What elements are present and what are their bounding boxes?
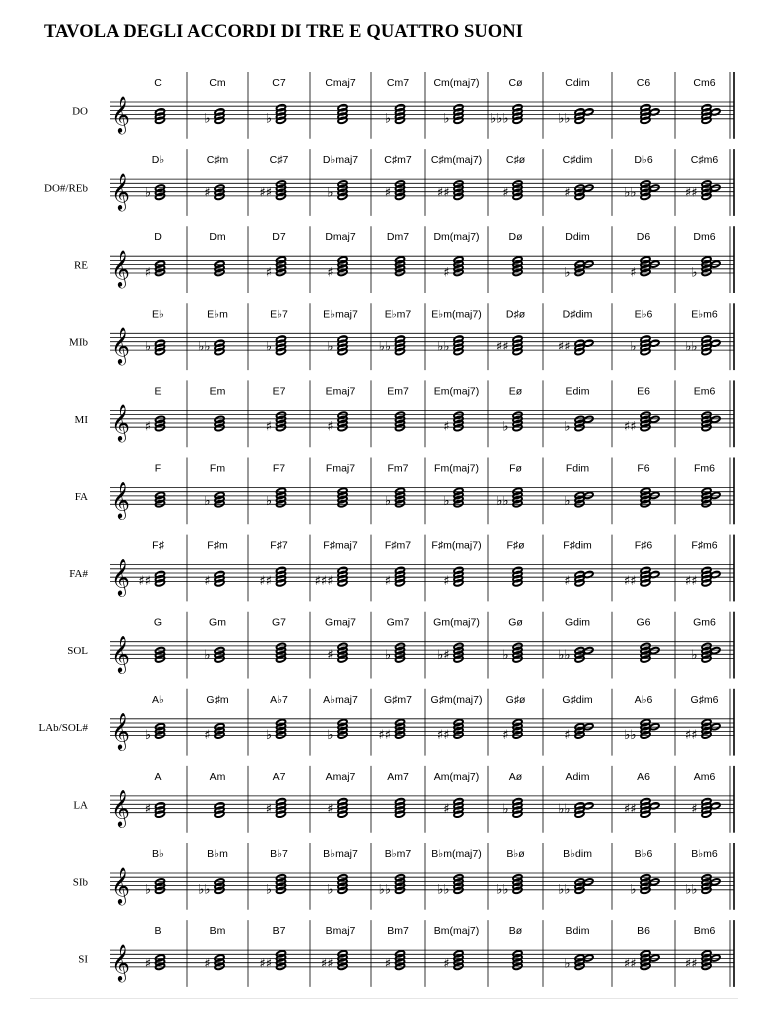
treble-clef-icon: 𝄞 — [111, 326, 130, 365]
note-head — [649, 878, 659, 886]
chord-name: B♭dim — [563, 848, 592, 860]
note-head — [583, 878, 593, 886]
chord-name: Bmaj7 — [325, 925, 356, 938]
chord-name: Gm(maj7) — [433, 616, 480, 629]
chord-name: Bm — [209, 925, 226, 938]
chord-name: D♭ — [151, 154, 165, 167]
chord-row — [44, 149, 734, 216]
accidental-icon: ♯♯ — [684, 185, 698, 201]
chord-name: B6 — [637, 925, 650, 938]
accidental-icon: ♭ — [265, 728, 272, 744]
accidental-icon: ♭♭ — [558, 648, 571, 663]
chord-row — [73, 766, 734, 833]
chord-name: Em — [209, 385, 226, 398]
accidental-icon: ♯ — [564, 728, 571, 744]
chord-row — [78, 920, 734, 987]
treble-clef-icon: 𝄞 — [111, 711, 130, 750]
treble-clef-icon: 𝄞 — [111, 557, 130, 596]
accidental-icon: ♭ — [265, 339, 272, 355]
treble-clef-icon: 𝄞 — [111, 634, 130, 673]
accidental-icon: ♭ — [265, 111, 272, 127]
accidental-icon: ♯♯ — [623, 956, 637, 972]
chord-name: D♭6 — [634, 154, 653, 167]
chord-row — [69, 535, 734, 602]
chord-name: A — [154, 770, 162, 783]
note-head — [583, 260, 593, 268]
chord-name: B♭m7 — [384, 848, 412, 860]
accidental-icon: ♯♯ — [495, 339, 509, 355]
chord-name: Fdim — [565, 462, 590, 475]
chord-name: F♯6 — [634, 539, 653, 552]
treble-clef-icon: 𝄞 — [111, 171, 130, 210]
accidental-icon: ♯♯ — [623, 802, 637, 818]
chord-name: Eø — [508, 385, 523, 398]
chord-name: Am6 — [693, 770, 716, 783]
accidental-icon: ♯ — [265, 419, 272, 435]
chord-name: B♭6 — [634, 848, 653, 860]
chord-row — [75, 380, 734, 447]
chord-name: E6 — [637, 385, 650, 398]
accidental-icon: ♭ — [691, 265, 698, 281]
accidental-icon: ♯ — [502, 185, 509, 201]
chord-row — [74, 226, 734, 293]
accidental-icon: ♭ — [384, 648, 391, 663]
chord-name: C♯m6 — [690, 154, 719, 167]
chord-name: Gm6 — [693, 616, 716, 629]
accidental-icon: ♭ — [443, 111, 450, 127]
note-head — [649, 492, 659, 500]
chord-name: Ddim — [565, 231, 590, 244]
accidental-icon: ♯ — [204, 728, 211, 744]
chord-name: B♭7 — [270, 848, 288, 860]
treble-clef-icon: 𝄞 — [111, 249, 130, 287]
note-head — [649, 260, 659, 268]
accidental-icon: ♯ — [265, 265, 272, 281]
chord-name: D♯ø — [505, 308, 526, 321]
accidental-icon: ♭ — [204, 648, 211, 663]
accidental-icon: ♭ — [327, 185, 334, 201]
note-head — [649, 647, 659, 655]
chord-name: E♭maj7 — [323, 308, 358, 321]
chord-name: Fm(maj7) — [434, 462, 479, 475]
chord-name: E♭m — [207, 308, 228, 321]
accidental-icon: ♯ — [265, 802, 272, 818]
accidental-icon: ♭ — [691, 648, 698, 663]
chord-row — [73, 843, 734, 910]
chord-name: G6 — [636, 616, 651, 629]
row-label: FA# — [69, 568, 88, 580]
accidental-icon: ♯ — [384, 956, 391, 972]
note-head — [710, 954, 720, 962]
accidental-icon: ♭♭ — [685, 339, 698, 355]
accidental-icon: ♯♯ — [378, 728, 391, 744]
accidental-icon: ♯ — [443, 265, 450, 281]
accidental-icon: ♭♯ — [437, 648, 450, 663]
chord-row — [75, 458, 734, 525]
treble-clef-icon: 𝄞 — [111, 788, 130, 827]
row-label: RE — [73, 259, 88, 272]
chord-row — [72, 72, 734, 139]
accidental-icon: ♯ — [327, 802, 334, 818]
accidental-icon: ♯♯ — [320, 956, 334, 972]
chord-row — [67, 612, 734, 679]
note-head — [583, 954, 593, 962]
note-head — [583, 184, 593, 192]
chord-name: C7 — [272, 77, 286, 89]
accidental-icon: ♯ — [327, 648, 334, 663]
note-head — [710, 647, 720, 655]
chord-name: Emaj7 — [325, 385, 356, 398]
accidental-icon: ♯♯ — [684, 956, 698, 972]
accidental-icon: ♭ — [502, 802, 509, 818]
chord-name: Gmaj7 — [325, 616, 356, 629]
accidental-icon: ♭♭ — [437, 882, 450, 898]
chord-name: B♭m — [207, 848, 228, 860]
accidental-icon: ♯ — [204, 573, 211, 589]
accidental-icon: ♭ — [327, 882, 334, 898]
accidental-icon: ♯♯ — [259, 956, 272, 972]
accidental-icon: ♯ — [327, 265, 334, 281]
chord-name: B — [154, 925, 162, 938]
chord-name: Aø — [508, 770, 523, 783]
chord-name: A6 — [637, 770, 650, 783]
accidental-icon: ♭ — [204, 111, 211, 127]
accidental-icon: ♯♯ — [138, 573, 151, 589]
note-head — [710, 184, 720, 192]
chord-name: Em7 — [387, 385, 409, 398]
treble-clef-icon: 𝄞 — [111, 865, 130, 904]
chord-name: Cm — [209, 77, 226, 89]
chord-name: Amaj7 — [325, 770, 356, 783]
accidental-icon: ♭ — [204, 493, 211, 509]
chord-name: Gm — [209, 616, 226, 629]
accidental-icon: ♯ — [204, 185, 211, 201]
accidental-icon: ♭ — [144, 339, 151, 355]
chord-name: C6 — [636, 77, 651, 89]
accidental-icon: ♭♭♭ — [490, 111, 509, 127]
chord-name: Am — [209, 770, 226, 783]
accidental-icon: ♯ — [384, 573, 391, 589]
accidental-icon: ♭ — [564, 956, 571, 972]
accidental-icon: ♭♭ — [496, 882, 509, 898]
accidental-icon: ♯ — [443, 802, 450, 818]
accidental-icon: ♯ — [502, 728, 509, 744]
chord-name: E♭m6 — [691, 308, 718, 321]
chord-name: G♯m — [206, 693, 229, 706]
note-head — [710, 415, 720, 423]
chord-name: Cø — [508, 77, 523, 89]
accidental-icon: ♭♭ — [437, 339, 450, 355]
chord-name: A7 — [272, 770, 286, 783]
chord-name: C♯m(maj7) — [430, 154, 483, 167]
chord-name: F♯m(maj7) — [431, 539, 482, 552]
accidental-icon: ♭♭ — [558, 802, 571, 818]
accidental-icon: ♭ — [564, 265, 571, 281]
accidental-icon: ♯ — [204, 956, 211, 972]
chord-name: A♭6 — [634, 693, 653, 706]
accidental-icon: ♯ — [630, 265, 637, 281]
accidental-icon: ♯♯ — [259, 573, 272, 589]
chord-name: Dm7 — [386, 231, 410, 244]
chord-name: Dm6 — [693, 231, 716, 244]
row-label: SOL — [67, 645, 88, 658]
chord-name: Dm(maj7) — [433, 231, 480, 244]
accidental-icon: ♭ — [502, 419, 509, 435]
chord-name: E♭6 — [634, 308, 653, 321]
accidental-icon: ♭ — [327, 339, 334, 355]
chord-name: F7 — [272, 462, 286, 475]
chord-name: Dm — [209, 231, 226, 244]
accidental-icon: ♭♭ — [378, 339, 391, 355]
note-head — [583, 492, 593, 500]
chord-name: D6 — [636, 231, 651, 244]
chord-name: Am7 — [387, 770, 409, 783]
accidental-icon: ♭ — [144, 728, 151, 744]
accidental-icon: ♯ — [144, 419, 151, 435]
treble-clef-icon: 𝄞 — [111, 94, 130, 133]
chord-name: Am(maj7) — [433, 770, 480, 783]
page-title: TAVOLA DEGLI ACCORDI DI TRE E QUATTRO SUONI — [44, 22, 524, 42]
chord-name: G♯m(maj7) — [430, 693, 483, 706]
note-head — [649, 723, 659, 731]
row-label: MI — [74, 413, 88, 426]
accidental-icon: ♭ — [265, 493, 272, 509]
accidental-icon: ♭♭ — [558, 111, 571, 127]
note-head — [649, 954, 659, 962]
accidental-icon: ♭ — [502, 648, 509, 663]
chord-name: D7 — [272, 231, 286, 244]
chord-name: Gm7 — [386, 616, 410, 629]
chord-name: G♯m6 — [690, 693, 719, 706]
row-label: SIb — [72, 876, 88, 889]
chord-name: G — [153, 616, 163, 629]
accidental-icon: ♯♯♯ — [314, 573, 334, 589]
chord-name: C♯m7 — [384, 154, 412, 167]
accidental-icon: ♭♭ — [378, 882, 391, 898]
chord-name: F♯m6 — [691, 539, 718, 552]
chord-name: A♭7 — [270, 693, 288, 706]
chord-name: B♭ — [152, 848, 164, 860]
chord-name: B♭m(maj7) — [431, 848, 482, 860]
accidental-icon: ♭♭ — [558, 882, 571, 898]
row-label: LA — [73, 799, 88, 812]
note-head — [710, 723, 720, 731]
accidental-icon: ♯ — [144, 802, 151, 818]
accidental-icon: ♯♯ — [436, 728, 450, 744]
chord-name: Edim — [565, 385, 590, 398]
chord-name: E♭ — [152, 308, 164, 321]
accidental-icon: ♭ — [144, 185, 151, 201]
row-label: FA — [74, 490, 88, 503]
chord-name: Fmaj7 — [325, 462, 356, 475]
chord-name: Fm7 — [387, 462, 409, 475]
row-label: MIb — [69, 336, 88, 349]
note-head — [583, 647, 593, 655]
chord-name: B♭ø — [506, 848, 525, 860]
chord-name: F — [154, 462, 162, 475]
chord-name: F♯maj7 — [323, 539, 358, 552]
treble-clef-icon: 𝄞 — [111, 480, 130, 519]
chord-row — [69, 303, 734, 370]
note-head — [649, 184, 659, 192]
page-bottom-rule — [30, 998, 738, 999]
chord-name: G♯dim — [562, 693, 593, 706]
chord-name: Bdim — [565, 925, 590, 938]
chord-name: F♯ø — [506, 539, 525, 552]
chord-name: Bø — [508, 925, 523, 938]
row-label: LAb/SOL# — [38, 722, 88, 735]
chord-name: D — [154, 231, 162, 244]
row-label: DO — [72, 105, 88, 118]
accidental-icon: ♯ — [327, 419, 334, 435]
chord-name: Gø — [508, 616, 523, 629]
note-head — [583, 723, 593, 731]
chord-name: F♯7 — [270, 539, 288, 552]
chord-name: Em(maj7) — [433, 385, 480, 398]
chord-name: F♯ — [152, 539, 164, 552]
accidental-icon: ♯♯ — [259, 185, 272, 201]
note-head — [649, 415, 659, 423]
accidental-icon: ♯♯ — [623, 573, 637, 589]
accidental-icon: ♯♯ — [623, 419, 637, 435]
accidental-icon: ♭♭ — [685, 882, 698, 898]
accidental-icon: ♭ — [384, 493, 391, 509]
chord-name: Fm — [209, 462, 226, 475]
accidental-icon: ♭ — [564, 419, 571, 435]
chord-name: C♯ø — [505, 154, 526, 167]
chord-name: E — [154, 385, 162, 398]
chord-name: B♭m6 — [691, 848, 718, 860]
chord-name: Fm6 — [694, 462, 715, 475]
chord-name: Bm7 — [387, 925, 409, 938]
accidental-icon: ♯ — [443, 573, 450, 589]
note-head — [710, 878, 720, 886]
chord-name: E7 — [272, 385, 286, 398]
chord-name: Cdim — [565, 77, 590, 89]
chord-name: Dmaj7 — [325, 231, 356, 244]
chord-name: Cm7 — [386, 77, 410, 89]
note-head — [583, 415, 593, 423]
accidental-icon: ♯ — [384, 185, 391, 201]
chord-name: A♭maj7 — [323, 693, 358, 706]
accidental-icon: ♭ — [443, 493, 450, 509]
chord-name: Cmaj7 — [325, 77, 356, 89]
accidental-icon: ♭♭ — [198, 882, 211, 898]
chord-name: Dø — [508, 231, 523, 244]
accidental-icon: ♭♭ — [496, 493, 509, 509]
chord-name: G7 — [271, 616, 287, 629]
accidental-icon: ♯ — [443, 419, 450, 435]
accidental-icon: ♭♭ — [624, 728, 637, 744]
accidental-icon: ♯ — [564, 573, 571, 589]
chord-name: G♯m7 — [383, 693, 413, 706]
chord-name: G♯ø — [505, 693, 526, 706]
chord-name: Cm6 — [693, 77, 716, 89]
chord-name: F6 — [637, 462, 650, 475]
accidental-icon: ♯ — [564, 185, 571, 201]
chord-name: B♭maj7 — [323, 848, 358, 860]
chord-name: A♭ — [152, 693, 164, 706]
chord-name: Bm6 — [693, 925, 716, 938]
treble-clef-icon: 𝄞 — [111, 942, 130, 981]
chord-name: Em6 — [693, 385, 716, 398]
accidental-icon: ♭ — [384, 111, 391, 127]
accidental-icon: ♯♯ — [684, 728, 698, 744]
chord-name: F♯dim — [563, 539, 592, 552]
note-head — [710, 492, 720, 500]
treble-clef-icon: 𝄞 — [111, 403, 130, 442]
chord-name: Adim — [565, 770, 590, 783]
accidental-icon: ♭ — [630, 339, 637, 355]
accidental-icon: ♭ — [564, 493, 571, 509]
chord-name: D♯dim — [562, 308, 593, 321]
accidental-icon: ♯♯ — [557, 339, 571, 355]
accidental-icon: ♯ — [691, 802, 698, 818]
chord-name: B7 — [272, 925, 286, 938]
chord-name: C♯7 — [269, 154, 289, 167]
chord-name: C♯dim — [562, 154, 593, 167]
chord-name: F♯m — [207, 539, 228, 552]
row-label: SI — [78, 953, 88, 966]
accidental-icon: ♯♯ — [684, 573, 698, 589]
accidental-icon: ♯ — [144, 265, 151, 281]
chord-name: E♭m(maj7) — [431, 308, 482, 321]
chord-name: E♭7 — [270, 308, 288, 321]
row-label: DO#/REb — [44, 182, 88, 195]
chord-name: Cm(maj7) — [433, 77, 480, 89]
accidental-icon: ♯ — [443, 956, 450, 972]
chord-row — [39, 689, 735, 756]
chord-name: C — [154, 77, 162, 89]
accidental-icon: ♯♯ — [436, 185, 450, 201]
chord-name: Bm(maj7) — [433, 925, 480, 938]
accidental-icon: ♭ — [265, 882, 272, 898]
accidental-icon: ♭ — [630, 882, 637, 898]
accidental-icon: ♯ — [144, 956, 151, 972]
chord-name: F♯m7 — [384, 539, 412, 552]
accidental-icon: ♭ — [144, 882, 151, 898]
accidental-icon: ♭♭ — [198, 339, 211, 355]
chord-name: C♯m — [206, 154, 229, 167]
chord-name: Fø — [509, 462, 522, 475]
chord-name: Gdim — [564, 616, 591, 629]
chord-name: D♭maj7 — [322, 154, 359, 167]
accidental-icon: ♭ — [327, 728, 334, 744]
accidental-icon: ♭♭ — [624, 185, 637, 201]
note-head — [710, 260, 720, 268]
chord-name: E♭m7 — [384, 308, 412, 321]
